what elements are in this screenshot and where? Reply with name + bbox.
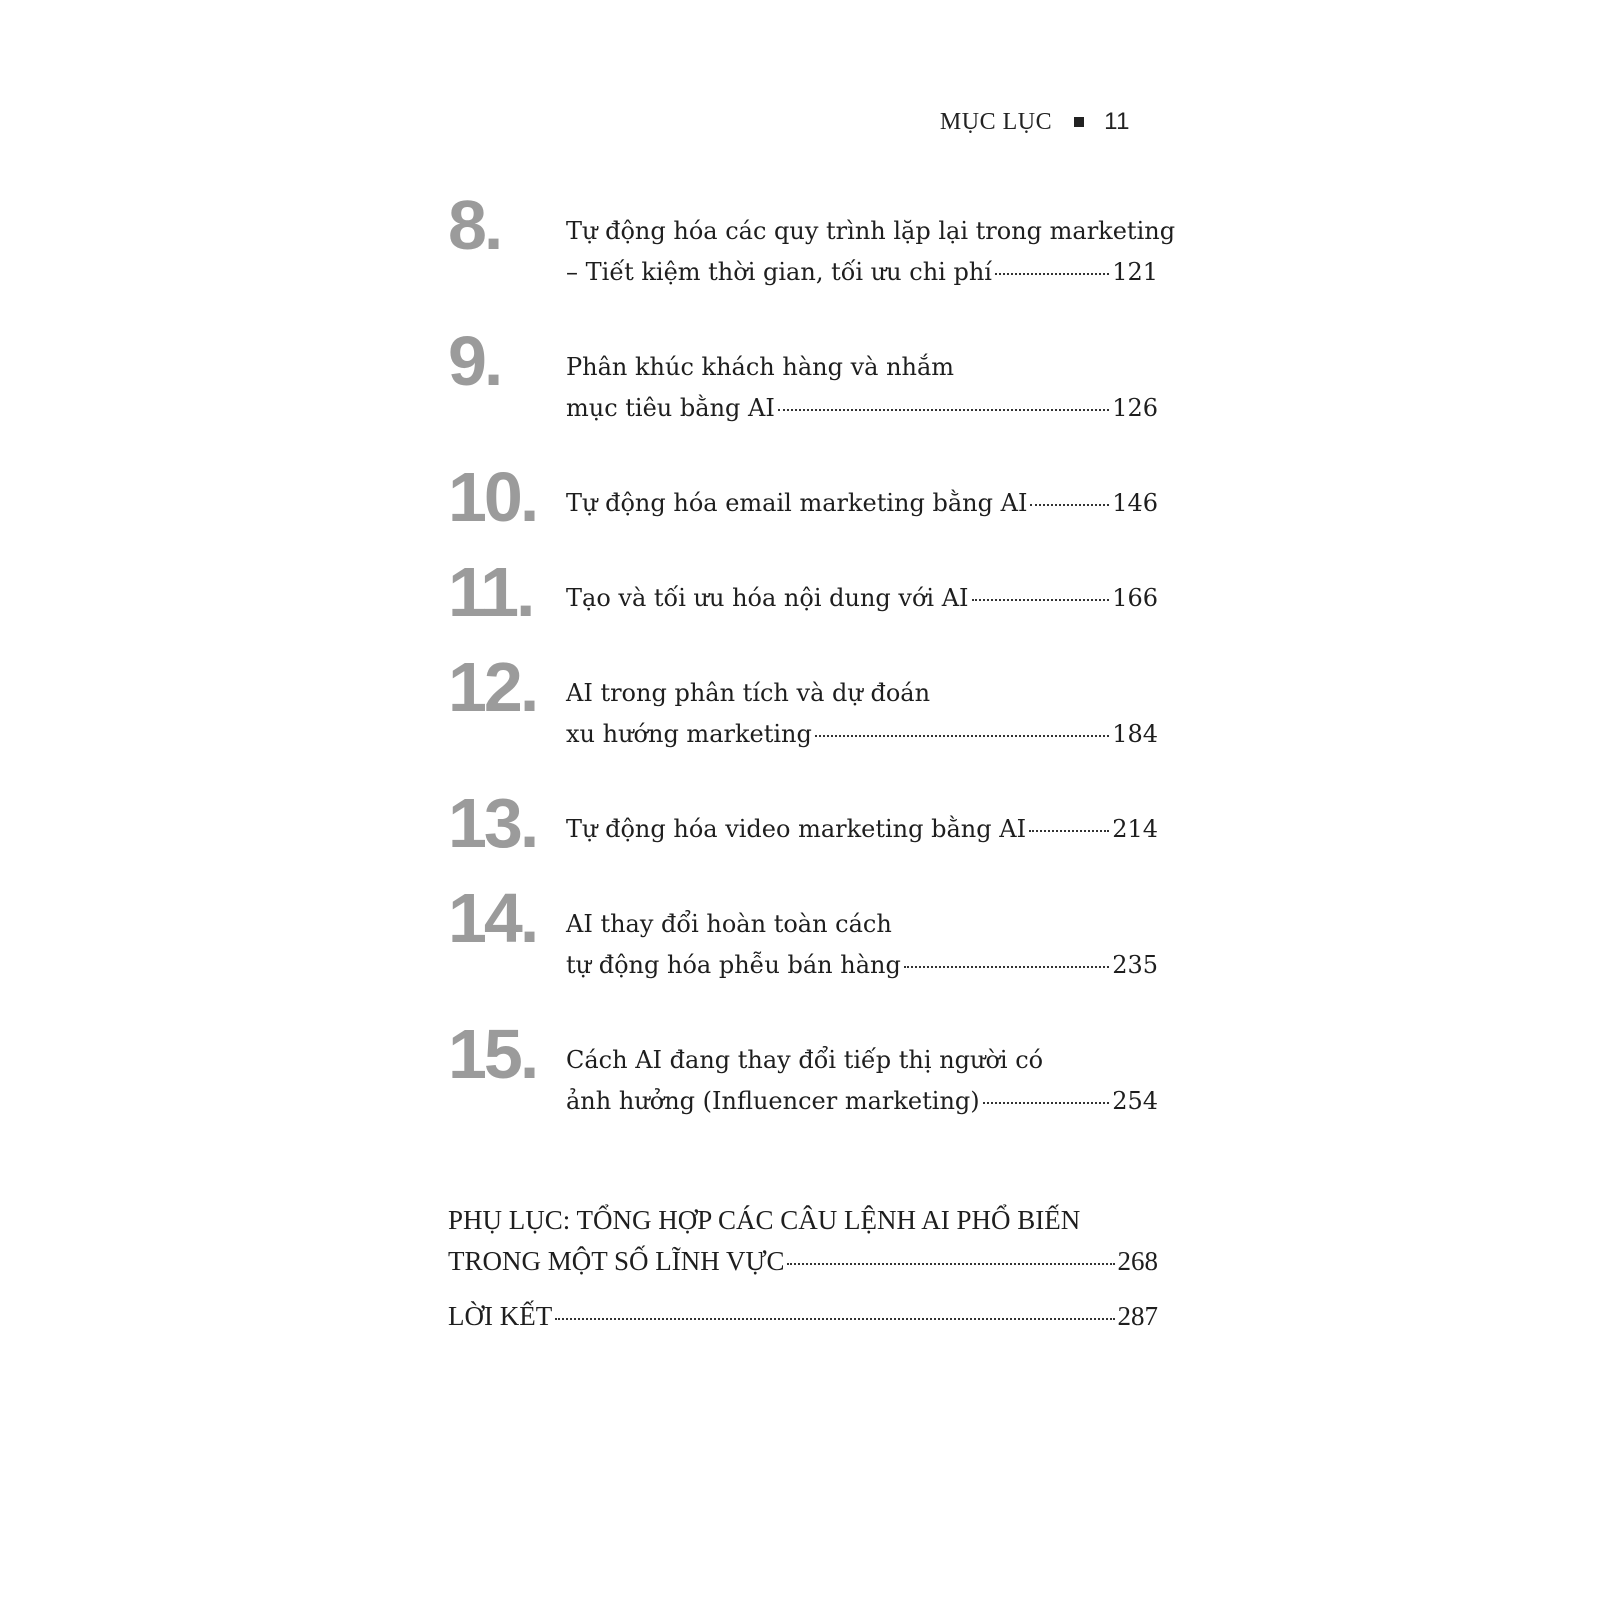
chapter-title-line <box>566 904 1158 945</box>
chapter-title-line2: mục tiêu bằng AI <box>566 394 775 422</box>
chapter-title-line1: AI trong phân tích và dự đoán <box>566 679 931 707</box>
chapter-page: 235 <box>1112 951 1158 979</box>
appendix-line <box>448 1200 1158 1241</box>
dot-leader <box>1029 830 1109 832</box>
chapter-title-line1: Tự động hóa email marketing bằng AI <box>566 489 1028 517</box>
chapter-page: 214 <box>1112 815 1158 843</box>
dot-leader <box>787 1263 1114 1265</box>
chapter-title <box>566 809 1158 850</box>
conclusion-title: LỜI KẾT <box>448 1301 553 1331</box>
chapter-title-line-with-page <box>566 714 1158 755</box>
chapter-title-line2: – Tiết kiệm thời gian, tối ưu chi phí <box>566 258 992 286</box>
chapter-number: 12. <box>448 648 537 726</box>
chapter-number: 15. <box>448 1015 537 1093</box>
chapter-number: 14. <box>448 879 537 957</box>
chapter-number: 10. <box>448 458 537 536</box>
header-title: MỤC LỤC <box>939 108 1053 135</box>
chapter-title-line <box>566 1040 1158 1081</box>
chapter-title-line-with-page <box>566 252 1158 293</box>
chapter-title-line <box>566 673 1158 714</box>
toc-appendix <box>448 1200 1158 1282</box>
chapter-title-line-with-page <box>566 578 1158 619</box>
chapter-title-line1: Tự động hóa video marketing bằng AI <box>566 815 1027 843</box>
chapter-title-line-with-page <box>566 388 1158 429</box>
chapter-title-line-with-page <box>566 1081 1158 1122</box>
chapter-page: 254 <box>1112 1087 1158 1115</box>
appendix-page: 268 <box>1117 1246 1158 1276</box>
chapter-title <box>566 904 1158 986</box>
chapter-title <box>566 1040 1158 1122</box>
chapter-page: 146 <box>1112 489 1158 517</box>
chapter-title-line1: Phân khúc khách hàng và nhắm <box>566 353 955 381</box>
chapter-page: 184 <box>1112 720 1158 748</box>
chapter-title-line2: ảnh hưởng (Influencer marketing) <box>566 1087 980 1115</box>
dot-leader <box>1030 504 1109 506</box>
chapter-title <box>566 483 1158 524</box>
chapter-title <box>566 347 1158 429</box>
chapter-number: 13. <box>448 784 537 862</box>
toc-conclusion <box>448 1296 1158 1337</box>
chapter-title-line2: xu hướng marketing <box>566 720 812 748</box>
appendix-title-line1: PHỤ LỤC: TỔNG HỢP CÁC CÂU LỆNH AI PHỔ BIẾN <box>448 1205 1081 1235</box>
dot-leader <box>983 1102 1110 1104</box>
conclusion-page: 287 <box>1117 1301 1158 1331</box>
chapter-title-line-with-page <box>566 809 1158 850</box>
chapter-title-line1: Tạo và tối ưu hóa nội dung với AI <box>566 584 969 612</box>
chapter-page: 126 <box>1112 394 1158 422</box>
chapter-title <box>566 673 1158 755</box>
dot-leader <box>778 409 1109 411</box>
conclusion-line-with-page <box>448 1296 1158 1337</box>
chapter-page: 166 <box>1112 584 1158 612</box>
chapter-title <box>566 211 1176 293</box>
appendix-line-with-page <box>448 1241 1158 1282</box>
chapter-title-line <box>566 347 1158 388</box>
dot-leader <box>995 273 1109 275</box>
chapter-title-line <box>566 211 1176 252</box>
dot-leader <box>555 1318 1114 1320</box>
chapter-title-line2: tự động hóa phễu bán hàng <box>566 951 901 979</box>
header-page-number: 11 <box>1104 108 1130 135</box>
chapter-page: 121 <box>1112 258 1158 286</box>
chapter-title-line1: Cách AI đang thay đổi tiếp thị người có <box>566 1046 1044 1074</box>
running-header <box>940 108 1130 136</box>
chapter-number: 11. <box>448 553 533 631</box>
chapter-title <box>566 578 1158 619</box>
chapter-title-line-with-page <box>566 945 1158 986</box>
chapter-number: 9. <box>448 322 501 400</box>
chapter-title-line-with-page <box>566 483 1158 524</box>
dot-leader <box>904 966 1109 968</box>
chapter-number: 8. <box>448 186 501 264</box>
header-square-bullet <box>1074 117 1084 127</box>
appendix-title-line2: TRONG MỘT SỐ LĨNH VỰC <box>448 1246 785 1276</box>
chapter-title-line1: Tự động hóa các quy trình lặp lại trong marketing <box>566 217 1176 245</box>
chapter-title-line1: AI thay đổi hoàn toàn cách <box>566 910 892 938</box>
dot-leader <box>972 599 1110 601</box>
dot-leader <box>815 735 1109 737</box>
